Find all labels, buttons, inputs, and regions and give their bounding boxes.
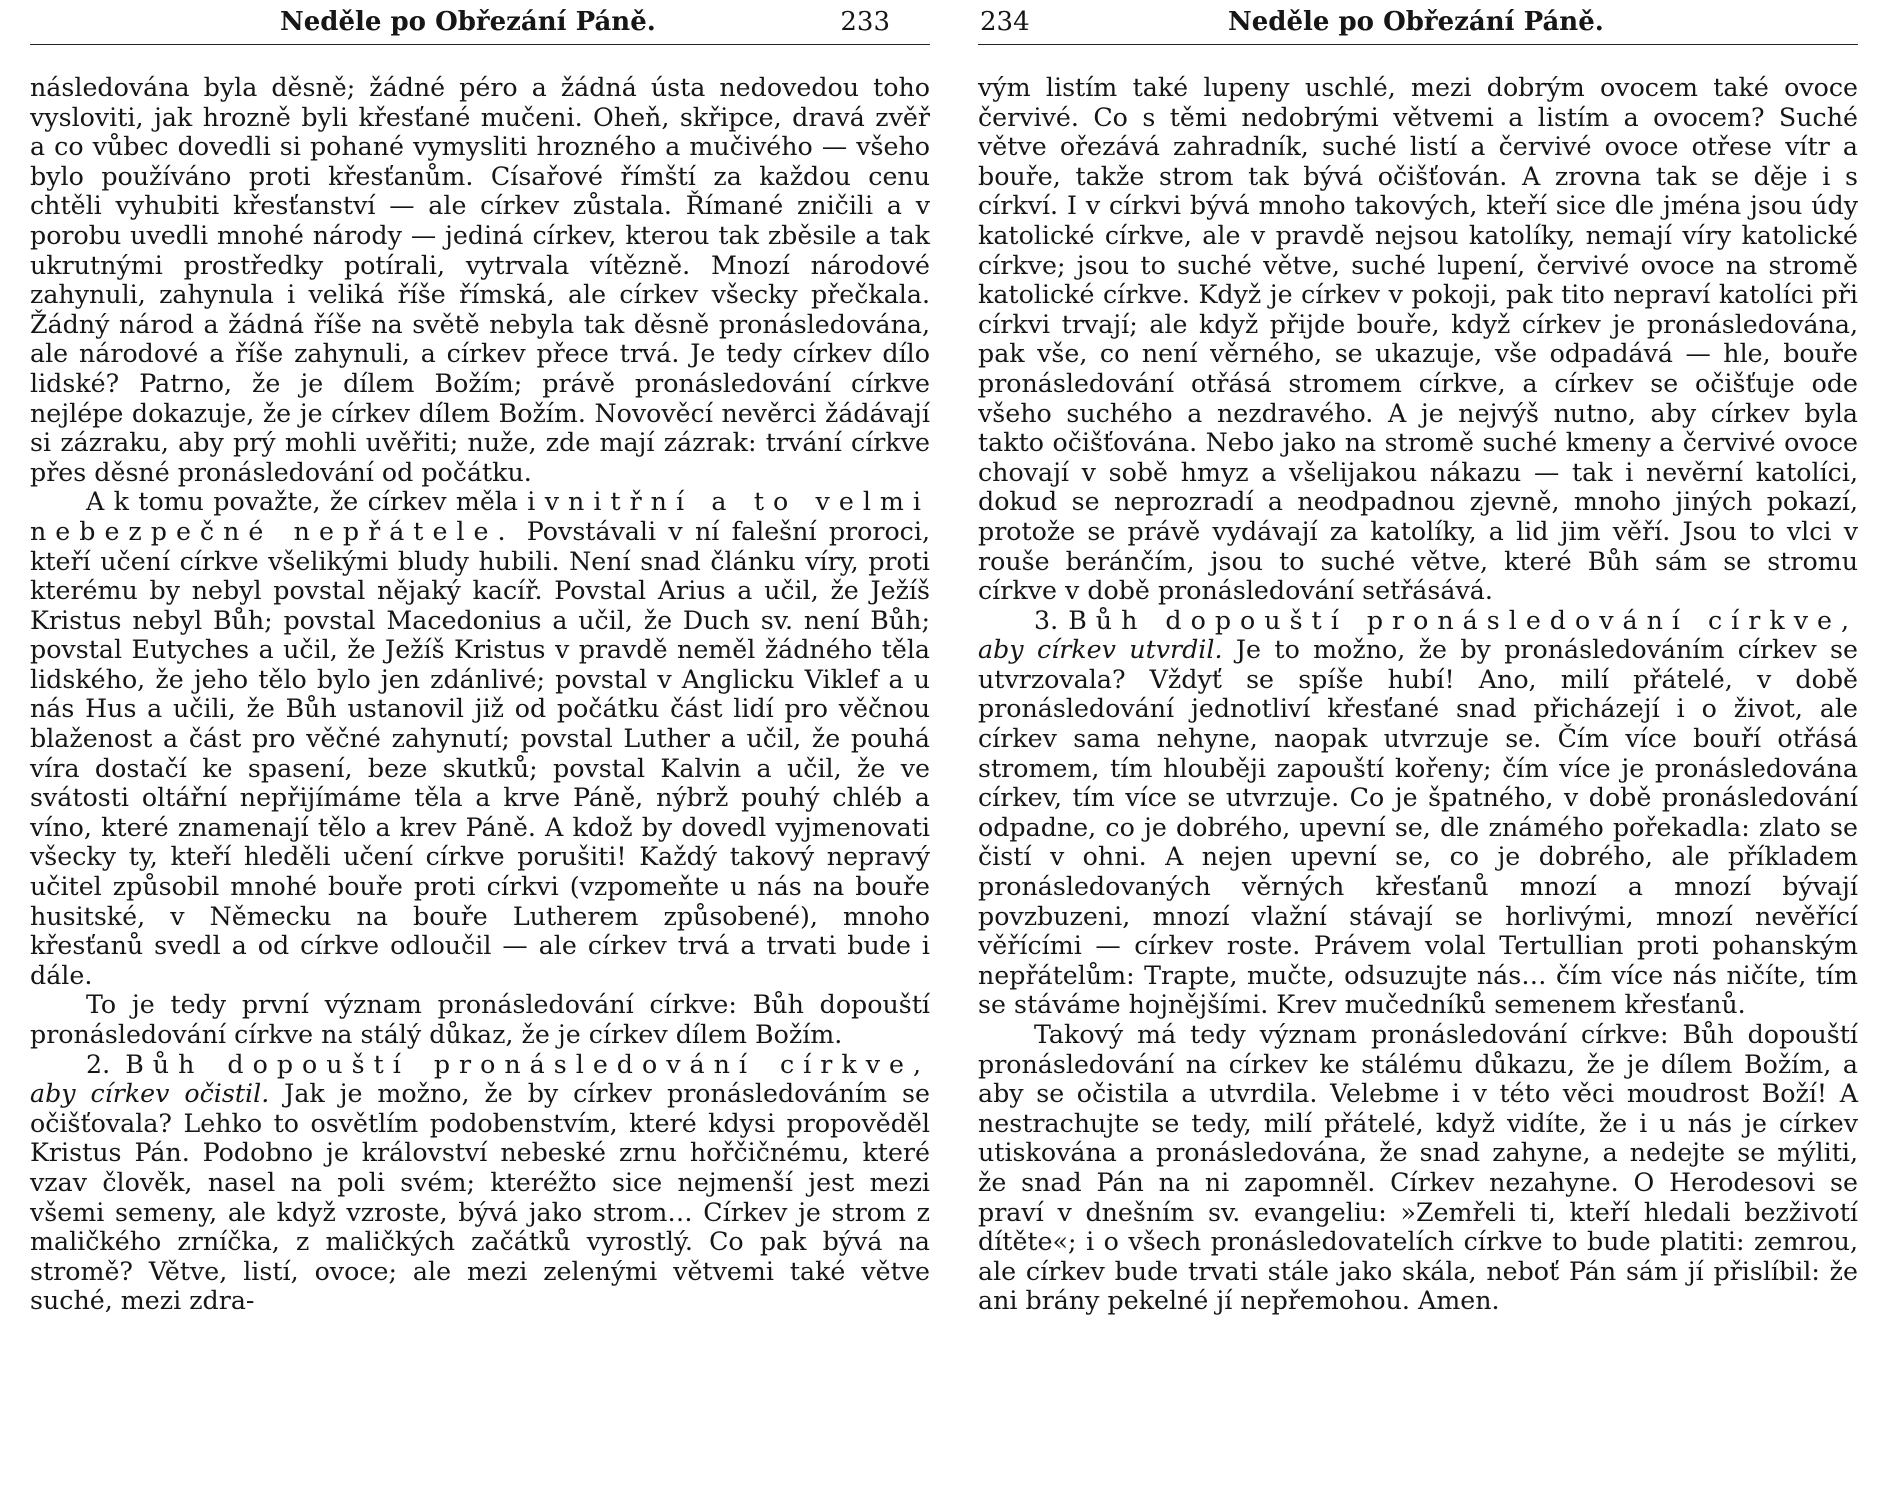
left-paragraph-2-rest: Povstávali v ní falešní proroci, kteří učení církve všelikými bludy hubili. Není snad článku víry, proti kterému by nebyl povstal nějaký kacíř. Povstal Arius a učil, že Ježíš Kristus nebyl Bůh; povstal Macedonius a učil, že Duch sv. není Bůh; povstal Eutyches a učil, že Ježíš Kristus v pravdě neměl žádného těla lidského, že jeho tělo bylo jen zdánlivé; povstal v Anglicku Viklef a u nás Hus a učili, že Bůh ustanovil již od počátku část lidí pro věčnou blaženost a část pro věčné zahynutí; povstal Luther a učil, že pouhá víra dostačí ke spasení, beze skutků; povstal Kalvin a učil, že ve svátosti oltářní nepřijímáme těla a krve Páně, nýbrž pouhý chléb a víno, které znamenají tělo a krev Páně. A kdož by dovedl vyjmenovati všecky ty, kteří hleděli učení církve porušiti! Každý takový nepravý učitel způsobil mnohé bouře proti církvi (vzpomeňte u nás na bouře husitské, v Německu na bouře Lutherem způsobené), mnoho křesťanů svedl a od církve odloučil — ale církev trvá a trvati bude i dále. <box>30 516 930 990</box>
right-paragraph-3: Takový má tedy význam pronásledování církve: Bůh dopouští pronásledování na církev ke stálému důkazu, že je dílem Božím, a aby se očistila a utvrdila. Velebme i v této věci moudrost Boží! A nestrachujte se tedy, milí přátelé, když vidíte, že i u nás je církev utiskována a pronásledována, že snad zahyne, a nedejte se mýliti, že snad Pán na ni zapomněl. Církev nezahyne. O Herodesovi se praví v dnešním sv. evangeliu: »Zemřeli ti, kteří hledali bezživotí dítěte«; i o všech pronásledovatelích církve to bude platiti: zemrou, ale církev bude trvati stále jako skála, neboť Pán sám jí přislíbil: že ani brány pekelné jí nepřemohou. Amen. <box>978 1020 1858 1316</box>
left-paragraph-4-rest: Jak je možno, že by církev pronásledováním se očišťovala? Lehko to osvětlím podobenstvím, které kdysi propověděl Kristus Pán. Podobno je království nebeské zrnu hořčičnému, které vzav člověk, nasel na poli svém; kteréžto sice nejmenší jest mezi všemi semeny, ale když vzroste, bývá jako strom… Církev je strom z maličkého zrníčka, z maličkých začátků vyrostlý. Co pak bývá na stromě? Větve, listí, ovoce; ale mezi zelenými větvemi také větve suché, mezi zdra- <box>30 1079 930 1316</box>
left-section-italic: aby církev očistil. <box>30 1079 270 1109</box>
left-section-number: 2. <box>86 1049 111 1079</box>
right-section-italic: aby církev utvrdil. <box>978 635 1223 665</box>
left-running-head <box>30 0 930 45</box>
left-paragraph-4 <box>30 1050 930 1316</box>
right-section-number: 3. <box>1034 605 1059 635</box>
right-body-text <box>978 73 1858 1316</box>
left-body-text <box>30 73 930 1316</box>
left-paragraph-2 <box>30 487 930 990</box>
left-header-title: Neděle po Obřezání Páně. <box>280 7 656 37</box>
right-paragraph-2 <box>978 606 1858 1020</box>
right-running-head <box>978 0 1858 45</box>
right-header-title: Neděle po Obřezání Páně. <box>1228 7 1604 37</box>
left-paragraph-2-emphasis: vnitřní a to velmi nebezpečné nepřátele. <box>30 487 930 546</box>
left-section-heading: Bůh dopouští pronásledování církve, <box>125 1049 930 1079</box>
right-section-heading: Bůh dopouští pronásledování církve, <box>1068 605 1858 635</box>
left-paragraph-3: To je tedy první význam pronásledování církve: Bůh dopouští pronásledování církve na stálý důkaz, že je církev dílem Božím. <box>30 990 930 1049</box>
left-paragraph-2-lead: A k tomu považte, že církev měla i <box>86 487 545 517</box>
right-paragraph-2-rest: Je to možno, že by pronásledováním církev se utvrzovala? Vždyť se spíše hubí! Ano, milí přátelé, v době pronásledování jednotliví křesťané snad přicházejí i o život, ale církev sama nehyne, naopak utvrzuje se. Čím více bouří otřásá stromem, tím hlouběji zapouští kořeny; čím více je pronásledována církev, tím více se utvrzuje. Co je špatného, v době pronásledování odpadne, co je dobrého, upevní se, dle známého pořekadla: zlato se čistí v ohni. A nejen upevní se, co je dobrého, ale příkladem pronásledovaných věrných křesťanů mnozí a mnozí bývají povzbuzeni, mnozí vlažní stávají se horlivými, mnozí nevěřící věřícími — církev roste. Právem volal Tertullian proti pohanským nepřátelům: Trapte, mučte, odsuzujte nás… čím více nás ničíte, tím se stáváme hojnějšími. Krev mučedníků semenem křesťanů. <box>978 635 1858 1020</box>
right-paragraph-1: vým listím také lupeny uschlé, mezi dobrým ovocem také ovoce červivé. Co s těmi nedobrými větvemi a listím a ovocem? Suché větve ořezává zahradník, suché listí a červivé ovoce otřese vítr a bouře, takže strom tak bývá očišťován. A zrovna tak se děje i s církví. I v církvi bývá mnoho takových, kteří sice dle jména jsou údy katolické církve, ale v pravdě nejsou katolíky, nemají víry katolické církve; jsou to suché větve, suché lupení, červivé ovoce na stromě katolické církve. Když je církev v pokoji, pak tito nepraví katolíci při církvi trvají; ale když přijde bouře, když církev je pronásledována, pak vše, co není věrného, se ukazuje, vše odpadává — hle, bouře pronásledování otřásá stromem církve, a církev se očišťuje ode všeho suchého a nezdravého. A je nejvýš nutno, aby církev byla takto očišťována. Nebo jako na stromě suché kmeny a červivé ovoce chovají v sobě hmyz a všelijakou nákazu — tak i nevěrní katolíci, dokud se neprozradí a neodpadnou zjevně, mnoho jiných pokazí, protože se právě vydávají za katolíky, a lid jim věří. Jsou to vlci v rouše beránčím, jsou to suché větve, které Bůh sám se stromu církve v době pronásledování setřásává. <box>978 73 1858 606</box>
right-page <box>978 0 1858 1316</box>
left-page-number: 233 <box>840 7 890 37</box>
left-page <box>30 0 930 1316</box>
right-page-number: 234 <box>980 7 1030 37</box>
left-paragraph-1: následována byla děsně; žádné péro a žádná ústa nedovedou toho vysloviti, jak hrozně byli křesťané mučeni. Oheň, skřipce, dravá zvěř a co vůbec dovedli si pohané vymysliti hrozného a mučivého — všeho bylo používáno proti křesťanům. Císařové římští za každou cenu chtěli vyhubiti křesťanství — ale církev zůstala. Římané zničili a v porobu uvedli mnohé národy — jediná církev, kterou tak zběsile a tak ukrutnými prostředky potírali, vytrvala vítězně. Mnozí národové zahynuli, zahynula i veliká říše římská, ale církev všecky přečkala. Žádný národ a žádná říše na světě nebyla tak děsně pronásledována, ale národové a říše zahynuli, a církev přece trvá. Je tedy církev dílo lidské? Patrno, že je dílem Božím; právě pronásledování církve nejlépe dokazuje, že je církev dílem Božím. Novověcí nevěrci žádávají si zázraku, aby prý mohli uvěřiti; nuže, zde mají zázrak: trvání církve přes děsné pronásledování od počátku. <box>30 73 930 487</box>
